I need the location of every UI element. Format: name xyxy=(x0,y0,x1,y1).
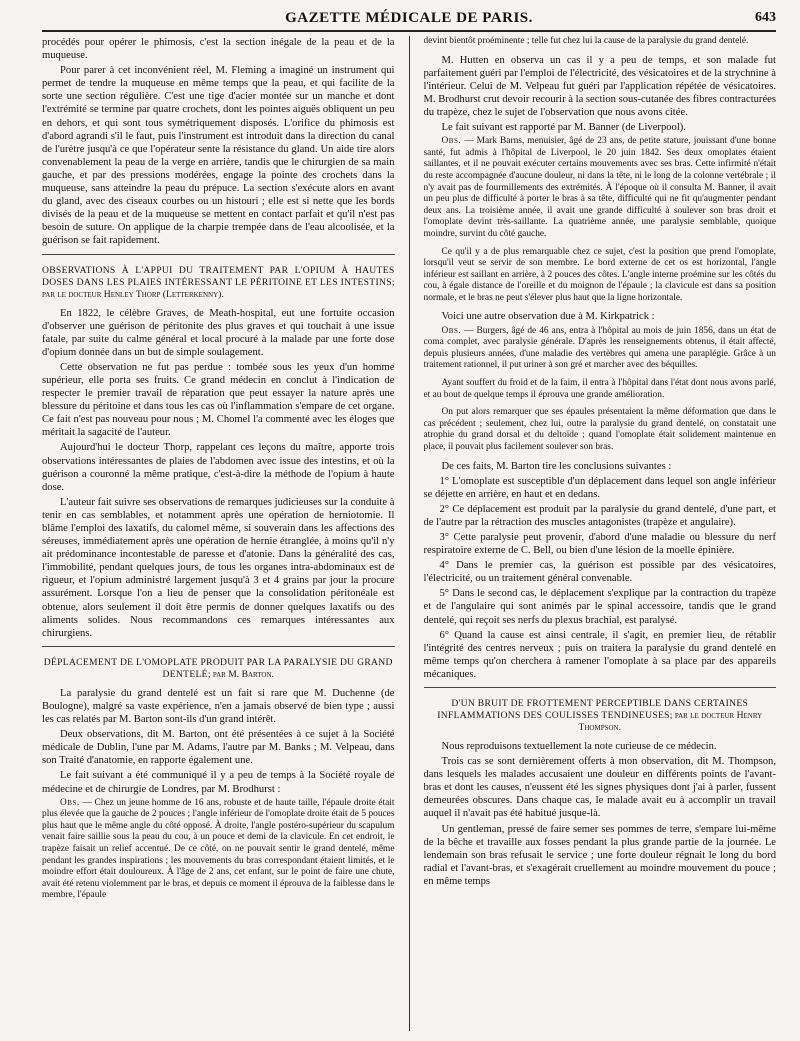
observation-paragraph: On put alors remarquer que ses épaules présentaient la même déformation que dans le cas précédent ; seulement, chez lui, outre la paralysie du grand dentelé, on constatait une atrophie du grand dorsal et du deltoïde ; quand l'omoplate était solidement maintenue en place, il pouvait plus facilement soulever son bras. xyxy=(423,407,776,452)
paragraph: Voici une autre observation due à M. Kirkpatrick : xyxy=(441,311,655,323)
section-heading-caps: DÉPLACEMENT DE L'OMOPLATE PRODUIT PAR LA PARALYSIE DU GRAND DENTELÉ xyxy=(43,656,393,680)
page-header xyxy=(42,8,776,32)
observation-label: Obs. xyxy=(441,136,462,147)
paragraph: Deux observations, dit M. Barton, ont été présentées à ce sujet à la Société médicale de Dublin, l'une par M. Adams, l'autre par M. Banks ; M. Velpeau, dans son Traité d'anatomie, en rapporte également une. xyxy=(42,729,395,767)
paragraph: procédés pour opérer le phimosis, c'est la section inégale de la peau et de la muqueuse. xyxy=(42,37,395,62)
observation-block xyxy=(424,136,777,240)
divider xyxy=(42,254,395,255)
paragraph: Le fait suivant est rapporté par M. Banner (de Liverpool). xyxy=(441,122,686,134)
conclusion-item: 4° Dans le premier cas, la guérison est possible par des vésicatoires, l'électricité, ou un traitement général convenable. xyxy=(423,560,776,585)
observation-text: — Mark Barns, menuisier, âgé de 23 ans, de petite stature, jouissant d'une bonne santé, fut admis à l'hôpital de Liverpool, le 20 juin 1842. Ses deux omoplates étaient saillantes, et il ne pouvait exécuter certains mouvements avec ses bras. Cette infirmité n'était du reste accompagnée d'aucune douleur, ni dans la tête, ni le long de la colonne vertébrale ; il n'y avait pas de fourmillements des extrémités. À l'époque où il consulta M. Banner, il avait un peu plus de difficulté à porter le bras à sa tête, difficulté qui ne fit qu'augmenter pendant deux ans. La troisième année, il avait une grande difficulté à soulever son bras droit et l'omoplate devint très-saillante. La quatrième année, une paralysie semblable, quoique moindre, survint du côté gauche. xyxy=(423,136,776,239)
observation-block xyxy=(42,798,395,902)
section-heading-omoplate xyxy=(42,657,395,681)
observation-label: Obs. xyxy=(60,797,80,808)
observation-label: Obs. xyxy=(441,325,462,336)
section-heading-opium xyxy=(42,265,395,301)
column-divider xyxy=(409,36,410,1031)
observation-paragraph: Ayant souffert du froid et de la faim, il entra à l'hôpital dans l'état dont nous avons parlé, et au bout de quelque temps il éprouva une grande amélioration. xyxy=(423,377,776,400)
conclusion-item: 5° Dans le second cas, le déplacement s'explique par la contraction du trapèze et de l'angulaire qui sont animés par le spinal accessoire, tandis que le grand dentelé, qui reçoit ses nerfs du plexus brachial, est paralysé. xyxy=(423,588,776,626)
right-column xyxy=(424,36,777,1031)
section-heading-frottement xyxy=(424,698,777,734)
conclusion-item: 2° Ce déplacement est produit par la paralysie du grand dentelé, d'une part, et de l'autre par la rétraction des muscles antagonistes (trapèze et angulaire). xyxy=(423,503,776,528)
paragraph: La paralysie du grand dentelé est un fait si rare que M. Duchenne (de Boulogne), malgré sa vaste expérience, n'en a jamais observé de bien type ; aussi les cas relatés par M. Barton sont-ils d'un grand intérêt. xyxy=(42,687,395,726)
paragraph: De ces faits, M. Barton tire les conclusions suivantes : xyxy=(441,460,672,472)
paragraph: En 1822, le célèbre Graves, de Meath-hospital, eut une fortuite occasion d'observer une guérison de péritonite des plus graves et qui touchait à une issue fatale, par suite du calme général et local procuré à la malade par une forte dose d'opium donnée dans un but de simple soulagement. xyxy=(42,307,395,358)
section-heading-author: ; par M. Barton. xyxy=(207,668,274,680)
paragraph: L'auteur fait suivre ses observations de remarques judicieuses sur la conduite à tenir en cas semblables, et notamment après une opération de herniotomie. Il blâme l'emploi des laxatifs, du calomel même, si souverain dans les affections des séreuses, immédiatement après une opération de hernie étranglée, à moins qu'il n'y ait prédominance incontestable de paresse et d'atonie. Dans la généralité des cas, l'immobilité, pendant quelques jours, de tous les organes intra-abdominaux est de rigueur, et l'opium administré largement jusqu'à 3 et 4 grains par jour la procure assurément. Lorsque l'on a lieu de penser que la consolidation péritonéale est obtenue, alors seulement il doit être permis de donner quelques laxatifs ou des aliments solides. Nous recommandons ces remarques intéressantes aux chirurgiens. xyxy=(42,496,395,639)
text-columns xyxy=(42,36,776,1031)
divider xyxy=(42,646,395,647)
section-heading-author: ; par le docteur Henley Thorp (Letterkenny). xyxy=(42,276,395,300)
observation-text: — Chez un jeune homme de 16 ans, robuste et de haute taille, l'épaule droite était plus élevée que la gauche de 2 pouces ; l'angle inférieur de l'omoplate droite était de 5 pouces plus haut que le même angle du côté opposé. À droite, l'angle postéro-supérieur du scapulum venait faire saillie sous la peau du cou, à un pouce et demi de la clavicule. En cet endroit, le trapèze faisait un relief accentué. De ce côté, on ne pouvait sentir le grand dentelé, même pendant les grandes inspirations ; les mouvements du bras correspondant étaient limités, et le moindre effort était douloureux. À l'âge de 2 ans, cet enfant, sur le point de faire une chute, avait été retenu violemment par le bras, et depuis ce moment il éprouva de la faiblesse dans le membre, l'épaule xyxy=(42,797,395,901)
page-number: 643 xyxy=(755,10,776,25)
paragraph: Nous reproduisons textuellement la note curieuse de ce médecin. xyxy=(441,741,717,752)
observation-continuation: devint bientôt proéminente ; telle fut chez lui la cause de la paralysie du grand dentelé. xyxy=(423,36,749,46)
paragraph: M. Hutten en observa un cas il y a peu de temps, et son malade fut parfaitement guéri par l'emploi de l'électricité, des vésicatoires et de la strychnine à l'intérieur. Celui de M. Velpeau fut guéri par l'application répétée de vésicatoires. M. Brodhurst crut devoir recourir à la section sous-cutanée des fibres contracturées du trapèze, chez le sujet de l'observation que nous avons citée. xyxy=(423,54,776,118)
conclusion-item: 6° Quand la cause est ainsi centrale, il s'agit, en premier lieu, de rétablir l'intégrité des centres nerveux ; puis on traitera la paralysie du grand dentelé en même temps qu'on cherchera à ramener l'omoplate à sa place par des appareils mécaniques. xyxy=(423,629,776,680)
section-heading-caps: D'UN BRUIT DE FROTTEMENT PERCEPTIBLE DANS CERTAINES INFLAMMATIONS DES COULISSES TENDINEUSES xyxy=(437,698,749,721)
left-column xyxy=(42,36,395,1031)
observation-paragraph: Ce qu'il y a de plus remarquable chez ce sujet, c'est la position que prend l'omoplate, lorsqu'il veut se servir de son membre. Le bord externe de cet os est horizontal, l'angle inférieur est saillant en arrière, à 2 pouces des côtes. L'angle interne proémine sur les côtés du cou, à égale distance de l'oreille et du moignon de l'épaule ; la clavicule est dans sa position normale, et le bras ne peut s'élever plus haut que la ligne horizontale. xyxy=(423,246,776,303)
divider xyxy=(424,687,777,688)
journal-title: GAZETTE MÉDICALE DE PARIS. xyxy=(285,10,533,26)
paragraph: Aujourd'hui le docteur Thorp, rappelant ces leçons du maître, apporte trois observations intéressantes de plaies de l'abdomen avec issue des intestins, et où la guérison a couronné la même pratique, c'est-à-dire la méthode de l'opium à haute dose. xyxy=(42,442,395,493)
paragraph: Pour parer à cet inconvénient réel, M. Fleming a imaginé un instrument qui permet de tendre la muqueuse en même temps que la peau, et qui facilite de la sorte une section régulière. C'est une tige d'acier montée sur un manche et dont l'extrémité se termine par quatre crochets, dont les pointes aiguës obliquent un peu en dehors, et qui sont tous symétriquement disposés. L'orifice du phimosis est d'abord agrandi s'il le faut, puis l'instrument est introduit dans la direction du canal de l'urètre jusqu'à ce que l'opérateur sente la résistance du gland. Un aide tire alors convenablement la peau de la verge en arrière, tandis que le chirurgien de sa main gauche, et par des pressions modérées, engage la pointe des crochets dans la muqueuse, sans atteindre la peau du prépuce. La section s'exécute alors en avant du gland, avec des ciseaux courbes ou un histouri ; elle est si nette que les bords divisés de la peau et de la muqueuse se mettent en contact parfait et qu'il n'est pas besoin de suture. On applique de la charpie trempée dans de l'eau alcoolisée, et la guérison se fait rapidement. xyxy=(42,65,395,247)
section-heading-caps: OBSERVATIONS À L'APPUI DU TRAITEMENT PAR L'OPIUM À HAUTES DOSES DANS LES PLAIES INTÉRESSANT LE PÉRITOINE ET LES INTESTINS xyxy=(42,264,395,288)
conclusion-item: 1° L'omoplate est susceptible d'un déplacement dans lequel son angle inférieur se déjette en arrière, en haut et en dedans. xyxy=(423,475,776,500)
paragraph: Cette observation ne fut pas perdue : tombée sous les yeux d'un homme supérieur, elle porta ses fruits. Ce grand médecin en conclut à l'indication de respecter le premier travail de réparation que peut essayer la nature après une blessure du péritoine et dans tous les cas où l'inflammation s'empare de cet organe. Ce fait n'est pas nouveau pour nous ; M. Chomel l'a commenté avec les éloges que méritait la sagacité de l'auteur. xyxy=(42,361,395,439)
paragraph: Le fait suivant a été communiqué il y a peu de temps à la Société royale de médecine et de chirurgie de Londres, par M. Brodhurst : xyxy=(42,770,395,795)
observation-text: — Burgers, âgé de 46 ans, entra à l'hôpital au mois de juin 1856, dans un état de coma complet, avec paralysie générale. D'après les renseignements obtenus, il était affecté, depuis plusieurs années, d'une maladie des vertèbres qui amena une paraplégie. Grâce à un traitement rationnel, il put uriner à son gré et marcher avec des béquilles. xyxy=(423,325,776,371)
observation-block xyxy=(424,326,777,372)
conclusion-item: 3° Cette paralysie peut provenir, d'abord d'une maladie ou blessure du nerf respiratoire externe de C. Bell, ou bien d'une lésion de la moelle épinière. xyxy=(423,531,776,557)
section-heading-author: ; par le docteur Henry Thompson. xyxy=(578,710,763,733)
paragraph: Trois cas se sont dernièrement offerts à mon observation, dit M. Thompson, dans lesquels les malades accusaient une douleur en différents points de l'avant-bras et dont les causes, n'eussent été les signes physiques dont j'ai à parler, fussent demeurées obscures. Dans chaque cas, le malade avait eu à accomplir un travail auquel il n'avait pas été habitué jusque-là. xyxy=(423,756,776,820)
paragraph: Un gentleman, pressé de faire semer ses pommes de terre, s'empare lui-même de la bêche et travaille aux fosses pendant la plus grande partie de la journée. Le lendemain son bras refusait le service ; une forte douleur régnait le long du bord radial et l'avant-bras, et s'exagérait cruellement au moindre mouvement du pouce ; en même temps xyxy=(423,823,776,887)
